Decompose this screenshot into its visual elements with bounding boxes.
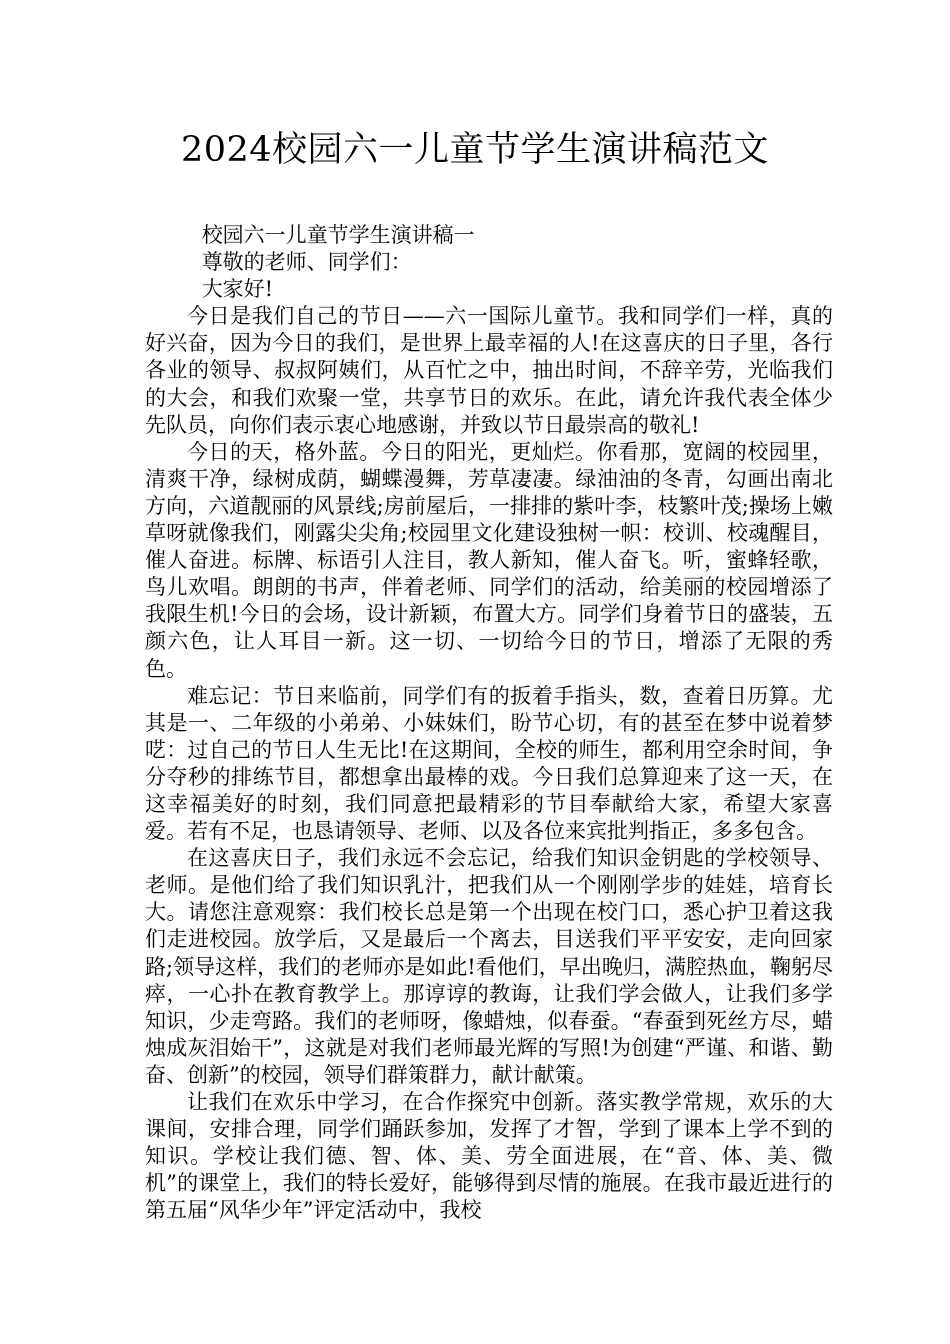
paragraph-4: 在这喜庆日子，我们永远不会忘记，给我们知识金钥匙的学校领导、老师。是他们给了我们知识乳汁，把我们从一个刚刚学步的娃娃，培育长大。请您注意观察：我们校长总是第一个出现在校门口，悉心护卫着这我们走进校园。放学后，又是最后一个离去，目送我们平平安安，走向回家路;领导这样，我们的老师亦是如此!看他们，早出晚归，满腔热血，鞠躬尽瘁，一心扑在教育教学上。那谆谆的教诲，让我们学会做人，让我们多学知识，少走弯路。我们的老师呀，像蜡烛，似春蚕。“春蚕到死丝方尽，蜡烛成灰泪始干”，这就是对我们老师最光辉的写照!为创建“严谨、和谐、勤奋、创新”的校园，领导们群策群力，献计献策。 [145,846,833,1087]
paragraph-1: 今日是我们自己的节日——六一国际儿童节。我和同学们一样，真的好兴奋，因为今日的我们，是世界上最幸福的人!在这喜庆的日子里，各行各业的领导、叔叔阿姨们，从百忙之中，抽出时间，不辞辛劳，光临我们的大会，和我们欢聚一堂，共享节日的欢乐。在此，请允许我代表全体少先队员，向你们表示衷心地感谢，并致以节日最崇高的敬礼! [145,304,833,437]
document-title: 2024校园六一儿童节学生演讲稿范文 [180,130,770,170]
paragraph-2: 今日的天，格外蓝。今日的阳光，更灿烂。你看那，宽阔的校园里，清爽干净，绿树成荫，蝴蝶漫舞，芳草凄凄。绿油油的冬青，勾画出南北方向，六道靓丽的风景线;房前屋后，一排排的紫叶李，枝繁叶茂;操场上嫩草呀就像我们，刚露尖尖角;校园里文化建设独树一帜：校训、校魂醒目，催人奋进。标牌、标语引人注目，教人新知，催人奋飞。听，蜜蜂轻歌，鸟儿欢唱。朗朗的书声，伴着老师、同学们的活动，给美丽的校园增添了我限生机!今日的会场，设计新颖，布置大方。同学们身着节日的盛装，五颜六色，让人耳目一新。这一切、一切给今日的节日，增添了无限的秀色。 [145,439,833,681]
salutation: 尊敬的老师、同学们： [201,250,412,275]
paragraph-5: 让我们在欢乐中学习，在合作探究中创新。落实教学常规，欢乐的大课间，安排合理，同学们踊跃参加，发挥了才智，学到了课本上学不到的知识。学校让我们德、智、体、美、劳全面进展，在“音、体、美、微机”的课堂上，我们的特长爱好，能够得到尽情的施展。在我市最近进行的第五届“风华少年”评定活动中，我校 [145,1090,833,1223]
paragraph-3: 难忘记：节日来临前，同学们有的扳着手指头，数，查着日历算。尤其是一、二年级的小弟弟、小妹妹们，盼节心切，有的甚至在梦中说着梦呓：过自己的节日人生无比!在这期间，全校的师生，都利用空余时间，争分夺秒的排练节目，都想拿出最棒的戏。今日我们总算迎来了这一天，在这幸福美好的时刻，我们同意把最精彩的节目奉献给大家，希望大家喜爱。若有不足，也恳请领导、老师、以及各位来宾批判指正，多多包含。 [145,683,833,844]
section-heading: 校园六一儿童节学生演讲稿一 [201,223,475,247]
greeting: 大家好! [201,277,274,302]
document-body [145,222,833,1224]
